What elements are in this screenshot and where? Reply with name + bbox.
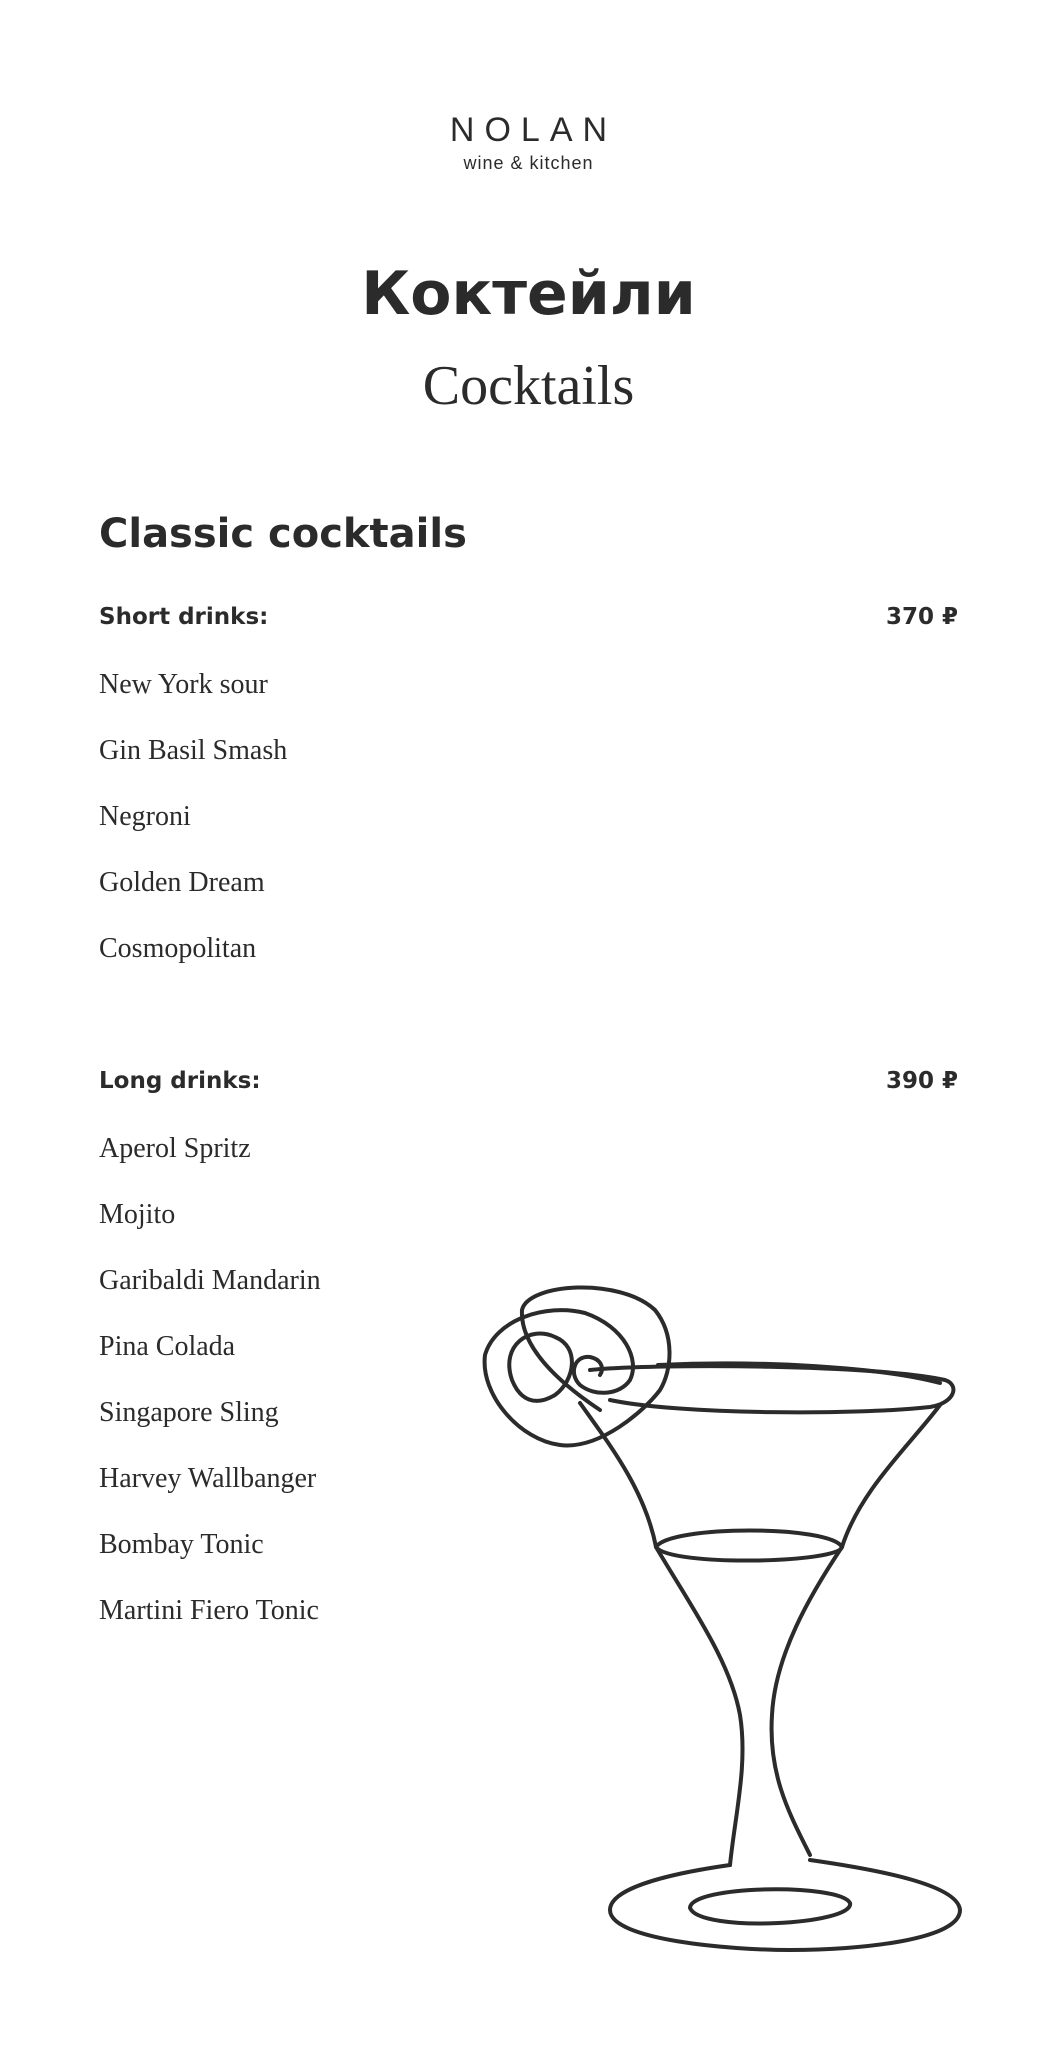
list-item: Negroni (99, 801, 191, 832)
list-item: Mojito (99, 1199, 176, 1230)
short-drinks-label: Short drinks: (99, 604, 269, 630)
list-item: New York sour (99, 669, 268, 700)
list-item: Harvey Wallbanger (99, 1463, 317, 1494)
long-drinks-list (99, 1131, 321, 1659)
short-drinks-header (99, 600, 958, 634)
list-item: Golden Dream (99, 867, 265, 898)
short-drinks-list (99, 667, 287, 997)
long-drinks-price: 390 ₽ (885, 1068, 958, 1094)
list-item: Bombay Tonic (99, 1529, 264, 1560)
cocktail-glass-icon (460, 1285, 980, 1965)
list-item: Martini Fiero Tonic (99, 1595, 319, 1626)
list-item: Garibaldi Mandarin (99, 1265, 321, 1296)
long-drinks-label: Long drinks: (99, 1068, 261, 1094)
list-item: Cosmopolitan (99, 933, 257, 964)
short-drinks-price: 370 ₽ (885, 604, 958, 630)
list-item: Pina Colada (99, 1331, 236, 1362)
page-title-english: Cocktails (422, 355, 635, 417)
page-title-russian: Коктейли (361, 259, 696, 329)
logo-tagline: wine & kitchen (463, 153, 594, 173)
list-item: Gin Basil Smash (99, 735, 288, 766)
list-item: Singapore Sling (99, 1397, 279, 1428)
section-title: Classic cocktails (99, 511, 467, 557)
restaurant-logo (0, 110, 1057, 174)
logo-name: NOLAN (449, 111, 618, 149)
long-drinks-header (99, 1064, 958, 1098)
list-item: Aperol Spritz (99, 1133, 251, 1164)
